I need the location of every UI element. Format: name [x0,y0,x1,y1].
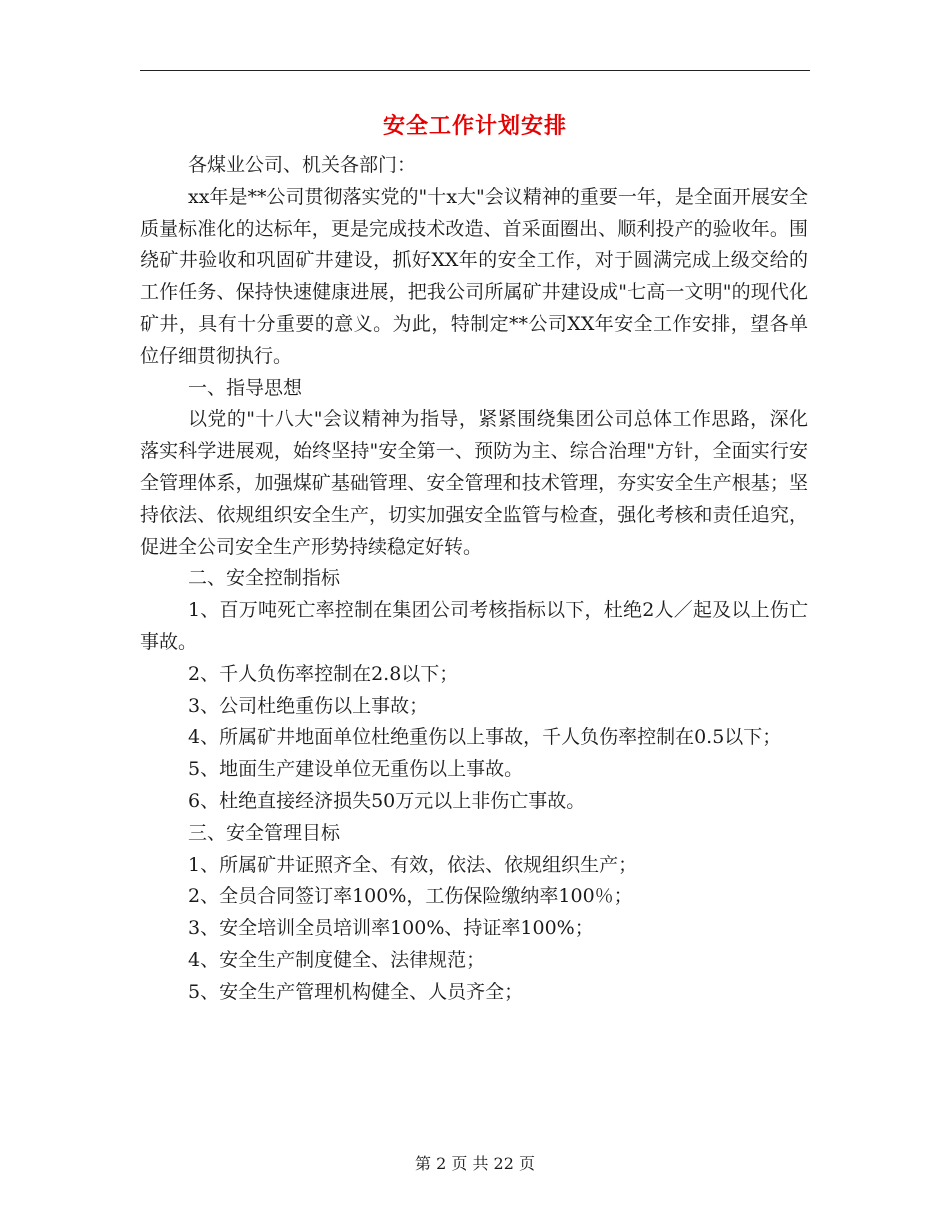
paragraph: 三、安全管理目标 [188,821,341,844]
paragraph: 3、公司杜绝重伤以上事故； [188,694,429,717]
paragraph: 3、安全培训全员培训率100%、持证率100%； [188,917,594,940]
paragraph: 6、杜绝直接经济损失50万元以上非伤亡事故。 [188,789,586,812]
paragraph: 以党的"十八大"会议精神为指导，紧紧围绕集团公司总体工作思路，深化落实科学进展观，始终坚持"安全第一、预防为主、综合治理"方针，全面实行安全管理体系，加强煤矿基础管理、安全管理和技术管理，夯实安全生产根基；坚持依法、依规组织安全生产，切实加强安全监管与检查，强化考核和责任追究，促进全公司安全生产形势持续稳定好转。 [140,408,808,558]
paragraph: xx年是**公司贯彻落实党的"十x大"会议精神的重要一年，是全面开展安全质量标准化的达标年，更是完成技术改造、首采面圈出、顺利投产的验收年。围绕矿井验收和巩固矿井建设，抓好XX年的安全工作，对于圆满完成上级交给的工作任务、保持快速健康进展，把我公司所属矿井建设成"七高一文明"的现代化矿井，具有十分重要的意义。为此，特制定**公司XX年安全工作安排，望各单位仔细贯彻执行。 [140,185,808,367]
paragraph: 各煤业公司、机关各部门： [188,154,417,176]
paragraph: 1、百万吨死亡率控制在集团公司考核指标以下，杜绝2人／起及以上伤亡事故。 [140,599,808,653]
paragraph: 2、全员合同签订率100%，工伤保险缴纳率100％； [188,885,633,908]
paragraph: 4、安全生产制度健全、法律规范； [188,948,486,971]
page-footer: 第 2 页 共 22 页 [415,1154,535,1173]
paragraph: 二、安全控制指标 [188,567,341,590]
paragraph: 4、所属矿井地面单位杜绝重伤以上事故，千人负伤率控制在0.5以下； [188,726,782,749]
header-rule [140,70,810,71]
paragraph: 2、千人负伤率控制在2.8以下； [188,662,459,685]
document-body [140,150,808,1009]
paragraph: 5、地面生产建设单位无重伤以上事故。 [188,758,524,781]
paragraph: 5、安全生产管理机构健全、人员齐全； [188,980,524,1003]
paragraph: 一、指导思想 [188,376,303,399]
paragraph: 1、所属矿井证照齐全、有效，依法、依规组织生产； [188,853,638,876]
page-title: 安全工作计划安排 [382,113,567,139]
